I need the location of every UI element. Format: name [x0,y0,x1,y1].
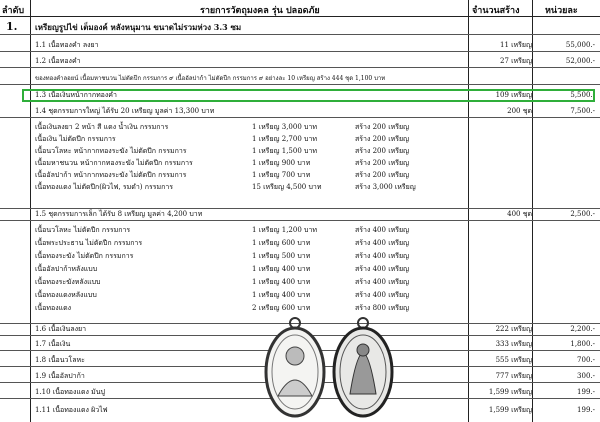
row-qty: 222 เหรียญ [495,325,532,333]
item-count: 1 เหรียญ 700 บาท [252,171,311,179]
row-price: 300.- [577,372,595,380]
row-desc: 1.7 เนื้อเงิน [35,340,71,348]
row-price: 199.- [577,388,595,396]
item-made: สร้าง 3,000 เหรียญ [355,183,416,191]
section-title-row [0,20,600,35]
item-name: เนื้อเงินลงยา 2 หน้า สี แดง น้ำเงิน กรรมการ [35,123,169,131]
row-desc: 1.4 ชุดกรรมการใหญ่ ได้รับ 20 เหรียญ มูลค่า 13,300 บาท [35,107,215,115]
row-qty: 400 ชุด [507,210,532,218]
row-price: 700.- [577,356,595,364]
set-small-row [0,208,600,221]
item-count: 15 เหรียญ 4,500 บาท [252,183,322,191]
item-count: 1 เหรียญ 1,500 บาท [252,147,317,155]
row-price: 2,200.- [570,325,595,333]
item-name: เนื้อนวโลหะ หน้ากากทองระฆัง ไม่ตัดปีก กรรมการ [35,147,187,155]
row-desc: 1.5 ชุดกรรมการเล็ก ได้รับ 8 เหรียญ มูลค่า 4,200 บาท [35,210,203,218]
row-qty: 555 เหรียญ [495,356,532,364]
note-row [0,73,600,85]
item-count: 1 เหรียญ 500 บาท [252,252,311,260]
item-made: สร้าง 400 เหรียญ [355,226,410,234]
row-desc: 1.10 เนื้อทองแดง มันปู [35,388,105,396]
row-desc: 1.2 เนื้อทองคำ [35,57,81,65]
item-count: 1 เหรียญ 2,700 บาท [252,135,317,143]
header-qty: จำนวนสร้าง [472,6,520,16]
row-price: 52,000.- [565,57,595,65]
row-qty: 777 เหรียญ [495,372,532,380]
row-price: 2,500.- [570,210,595,218]
item-made: สร้าง 400 เหรียญ [355,239,410,247]
header-desc: รายการวัตถุมงคล รุ่น ปลอดภัย [200,6,320,16]
section-number: 1. [6,20,18,33]
row-desc: 1.11 เนื้อทองแดง ผิวไฟ [35,406,108,414]
table-row [0,40,600,52]
item-count: 1 เหรียญ 400 บาท [252,278,311,286]
header-no: ลำดับ [2,6,25,16]
item-made: สร้าง 200 เหรียญ [355,171,410,179]
row-desc: 1.6 เนื้อเงินลงยา [35,325,87,333]
table-header [0,0,600,17]
item-name: เนื้ออัลปาก้า หน้ากากทองระฆัง ไม่ตัดปีก กรรมการ [35,171,187,179]
item-made: สร้าง 400 เหรียญ [355,278,410,286]
section-title: เหรียญรูปไข่ เต็มองค์ หลังหนุมาน ขนาดไม่รวมห่วง 3.3 ซม [35,22,242,32]
item-made: สร้าง 200 เหรียญ [355,123,410,131]
medal-back-icon [330,316,396,420]
item-count: 1 เหรียญ 3,000 บาท [252,123,317,131]
row-qty: 109 เหรียญ [495,91,532,99]
row-qty: 200 ชุด [507,107,532,115]
row-qty: 333 เหรียญ [495,340,532,348]
header-price: หน่วยละ [545,6,578,16]
row-price: 199.- [577,406,595,414]
item-name: เนื้ออัลปาก้าหลังแบบ [35,265,98,273]
item-name: เนื้อทองแดง ไม่ตัดปีก(ผิวไฟ, รมดำ) กรรมการ [35,183,174,191]
row-desc: 1.9 เนื้ออัลปาก้า [35,372,85,380]
row-desc: 1.3 เนื้อเงินหน้ากากทองคำ [35,91,117,99]
row-desc: 1.8 เนื้อนวโลหะ [35,356,85,364]
item-name: เนื้อเงิน ไม่ตัดปีก กรรมการ [35,135,116,143]
item-name: เนื้อพระประธาน ไม่ตัดปีก กรรมการ [35,239,143,247]
note-text: ของทองคำลอยน์ เนื้อมหาชนวน ไม่ตัดปีก กรรมการ ๙ เนื้ออัลปาก้า ไม่ตัดปีก กรรมการ ๙ อย่างละ 10 เหรียญ สร้าง 444 ชุด 1,100 บาท [35,75,386,82]
item-name: เนื้อทองแดง [35,304,72,312]
row-qty: 1,599 เหรียญ [488,406,532,414]
item-name: เนื้อมหาชนวน หน้ากากทองระฆัง ไม่ตัดปีก กรรมการ [35,159,193,167]
item-made: สร้าง 200 เหรียญ [355,159,410,167]
row-qty: 11 เหรียญ [500,41,532,49]
row-price: 1,800.- [570,340,595,348]
item-name: เนื้อนวโลหะ ไม่ตัดปีก กรรมการ [35,226,131,234]
item-made: สร้าง 200 เหรียญ [355,135,410,143]
row-price: 7,500.- [570,107,595,115]
item-name: เนื้อทองระฆัง ไม่ตัดปีก กรรมการ [35,252,134,260]
item-made: สร้าง 400 เหรียญ [355,252,410,260]
highlight-box [22,89,595,102]
item-made: สร้าง 400 เหรียญ [355,291,410,299]
item-count: 1 เหรียญ 400 บาท [252,291,311,299]
row-qty: 1,599 เหรียญ [488,388,532,396]
row-qty: 27 เหรียญ [500,57,532,65]
row-price: 55,000.- [565,41,595,49]
table-row [0,56,600,68]
item-count: 2 เหรียญ 600 บาท [252,304,311,312]
item-made: สร้าง 400 เหรียญ [355,265,410,273]
item-made: สร้าง 800 เหรียญ [355,304,410,312]
item-count: 1 เหรียญ 400 บาท [252,265,311,273]
row-price: 5,500.- [570,91,595,99]
item-made: สร้าง 200 เหรียญ [355,147,410,155]
item-name: เนื้อทองระฆังหลังแบบ [35,278,101,286]
set-large-row [0,106,600,118]
item-name: เนื้อทองแดงหลังแบบ [35,291,97,299]
medal-front-icon [262,316,328,420]
item-count: 1 เหรียญ 600 บาท [252,239,311,247]
row-desc: 1.1 เนื้อทองคำ ลงยา [35,41,99,49]
item-count: 1 เหรียญ 1,200 บาท [252,226,317,234]
item-count: 1 เหรียญ 900 บาท [252,159,311,167]
